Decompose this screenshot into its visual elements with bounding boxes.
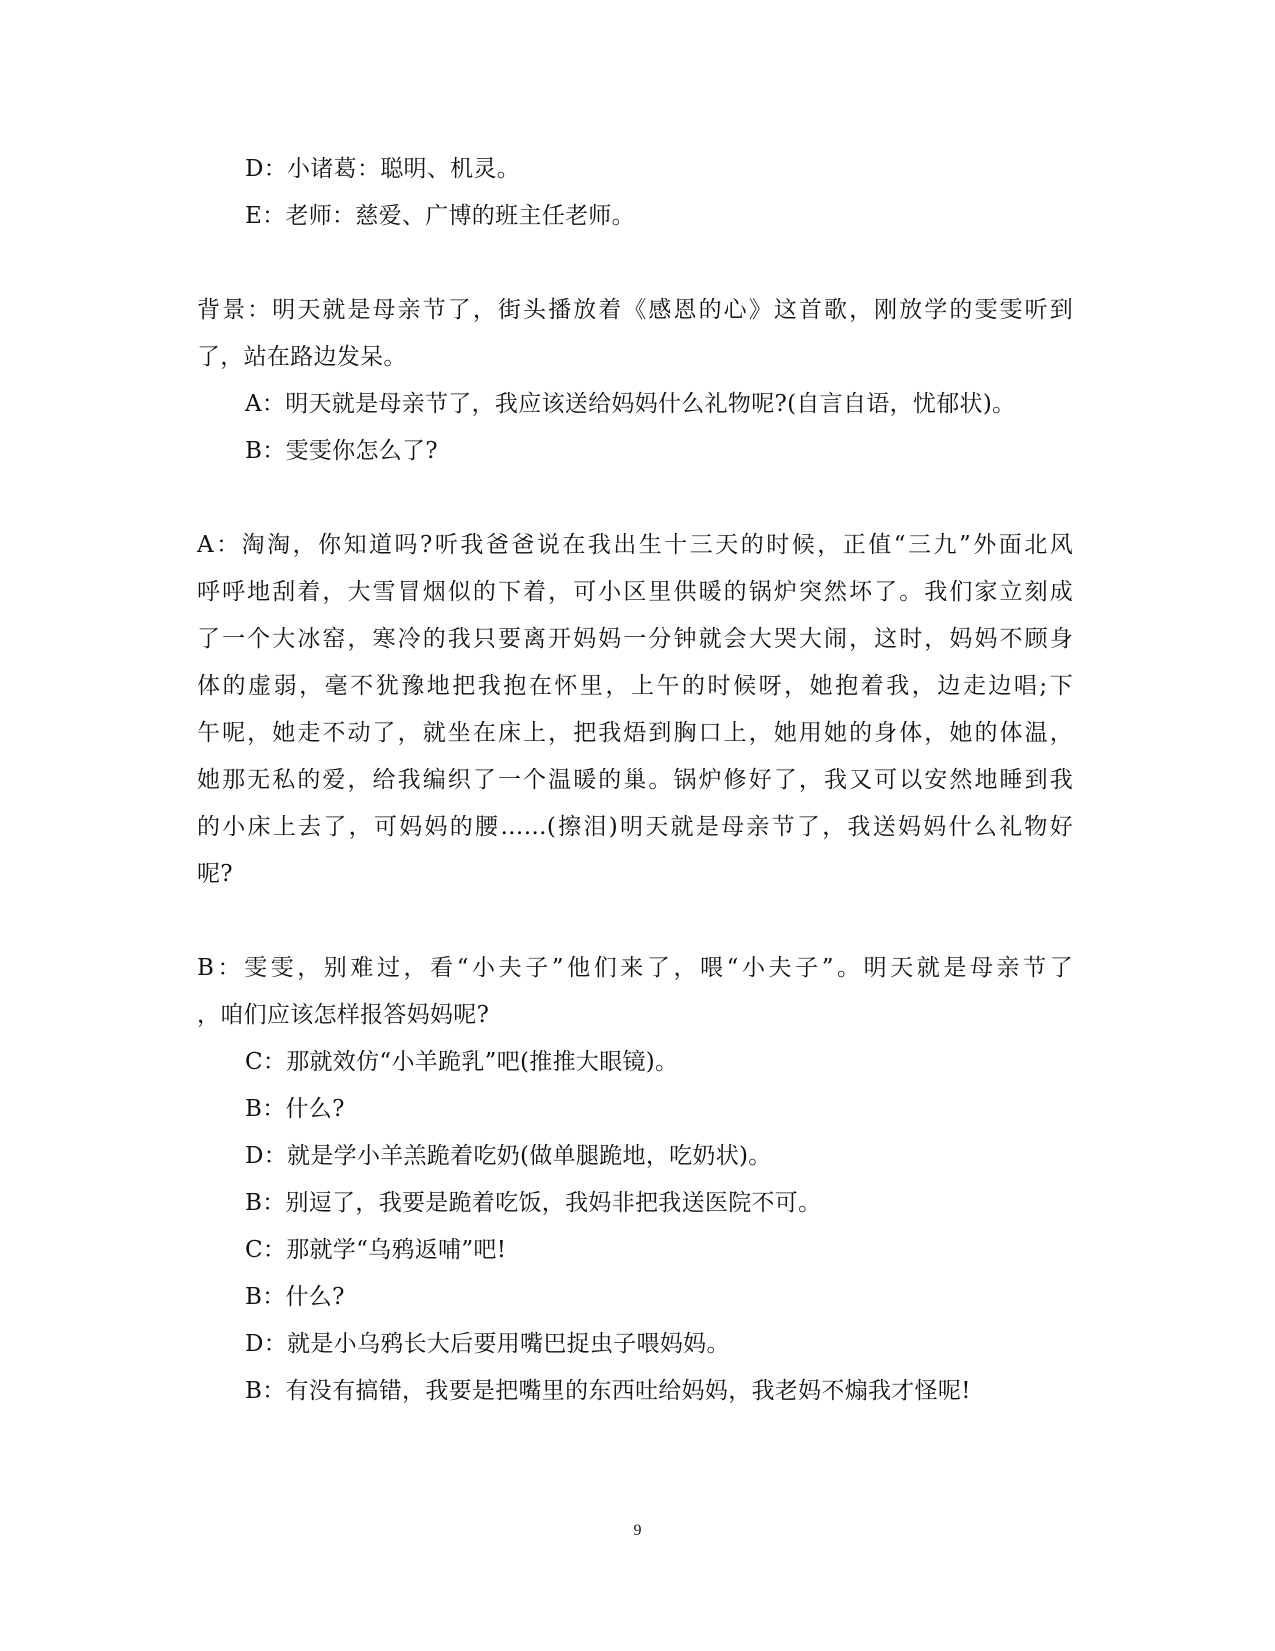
text-line: B：什么? xyxy=(245,1096,345,1122)
text-line: B：雯雯你怎么了? xyxy=(245,438,438,464)
text-line: D：就是小乌鸦长大后要用嘴巴捉虫子喂妈妈。 xyxy=(245,1331,730,1357)
text-line: 了一个大冰窑，寒冷的我只要离开妈妈一分钟就会大哭大闹，这时，妈妈不顾身 xyxy=(197,626,1073,652)
text-line: E：老师：慈爱、广博的班主任老师。 xyxy=(245,203,635,229)
text-line: ，咱们应该怎样报答妈妈呢? xyxy=(197,1002,490,1028)
text-line: 体的虚弱，毫不犹豫地把我抱在怀里，上午的时候呀，她抱着我，边走边唱;下 xyxy=(197,673,1073,699)
text-line: D：就是学小羊羔跪着吃奶(做单腿跪地，吃奶状)。 xyxy=(245,1143,772,1169)
text-line: 她那无私的爱，给我编织了一个温暖的巢。锅炉修好了，我又可以安然地睡到我 xyxy=(197,767,1073,793)
text-line: A：淘淘，你知道吗?听我爸爸说在我出生十三天的时候，正值“三九”外面北风 xyxy=(197,532,1073,558)
text-line: B：有没有搞错，我要是把嘴里的东西吐给妈妈，我老妈不煽我才怪呢! xyxy=(245,1378,971,1404)
text-line: 的小床上去了，可妈妈的腰……(擦泪)明天就是母亲节了，我送妈妈什么礼物好 xyxy=(197,814,1073,840)
text-line: D：小诸葛：聪明、机灵。 xyxy=(245,156,521,182)
text-line: 了，站在路边发呆。 xyxy=(197,344,407,370)
text-line: B：雯雯，别难过，看“小夫子”他们来了，喂“小夫子”。明天就是母亲节了 xyxy=(197,955,1073,981)
text-line: C：那就学“乌鸦返哺”吧! xyxy=(245,1237,507,1263)
text-line: 午呢，她走不动了，就坐在床上，把我焐到胸口上，她用她的身体，她的体温， xyxy=(197,720,1073,746)
text-line: C：那就效仿“小羊跪乳”吧(推推大眼镜)。 xyxy=(245,1049,679,1075)
text-line: A：明天就是母亲节了，我应该送给妈妈什么礼物呢?(自言自语，忧郁状)。 xyxy=(245,391,1016,417)
text-line: B：别逗了，我要是跪着吃饭，我妈非把我送医院不可。 xyxy=(245,1190,822,1216)
text-line: 呼呼地刮着，大雪冒烟似的下着，可小区里供暖的锅炉突然坏了。我们家立刻成 xyxy=(197,579,1073,605)
page-number: 9 xyxy=(633,1522,642,1539)
text-line: 呢? xyxy=(197,861,233,887)
text-line: B：什么? xyxy=(245,1284,345,1310)
text-line: 背景：明天就是母亲节了，街头播放着《感恩的心》这首歌，刚放学的雯雯听到 xyxy=(197,297,1073,323)
